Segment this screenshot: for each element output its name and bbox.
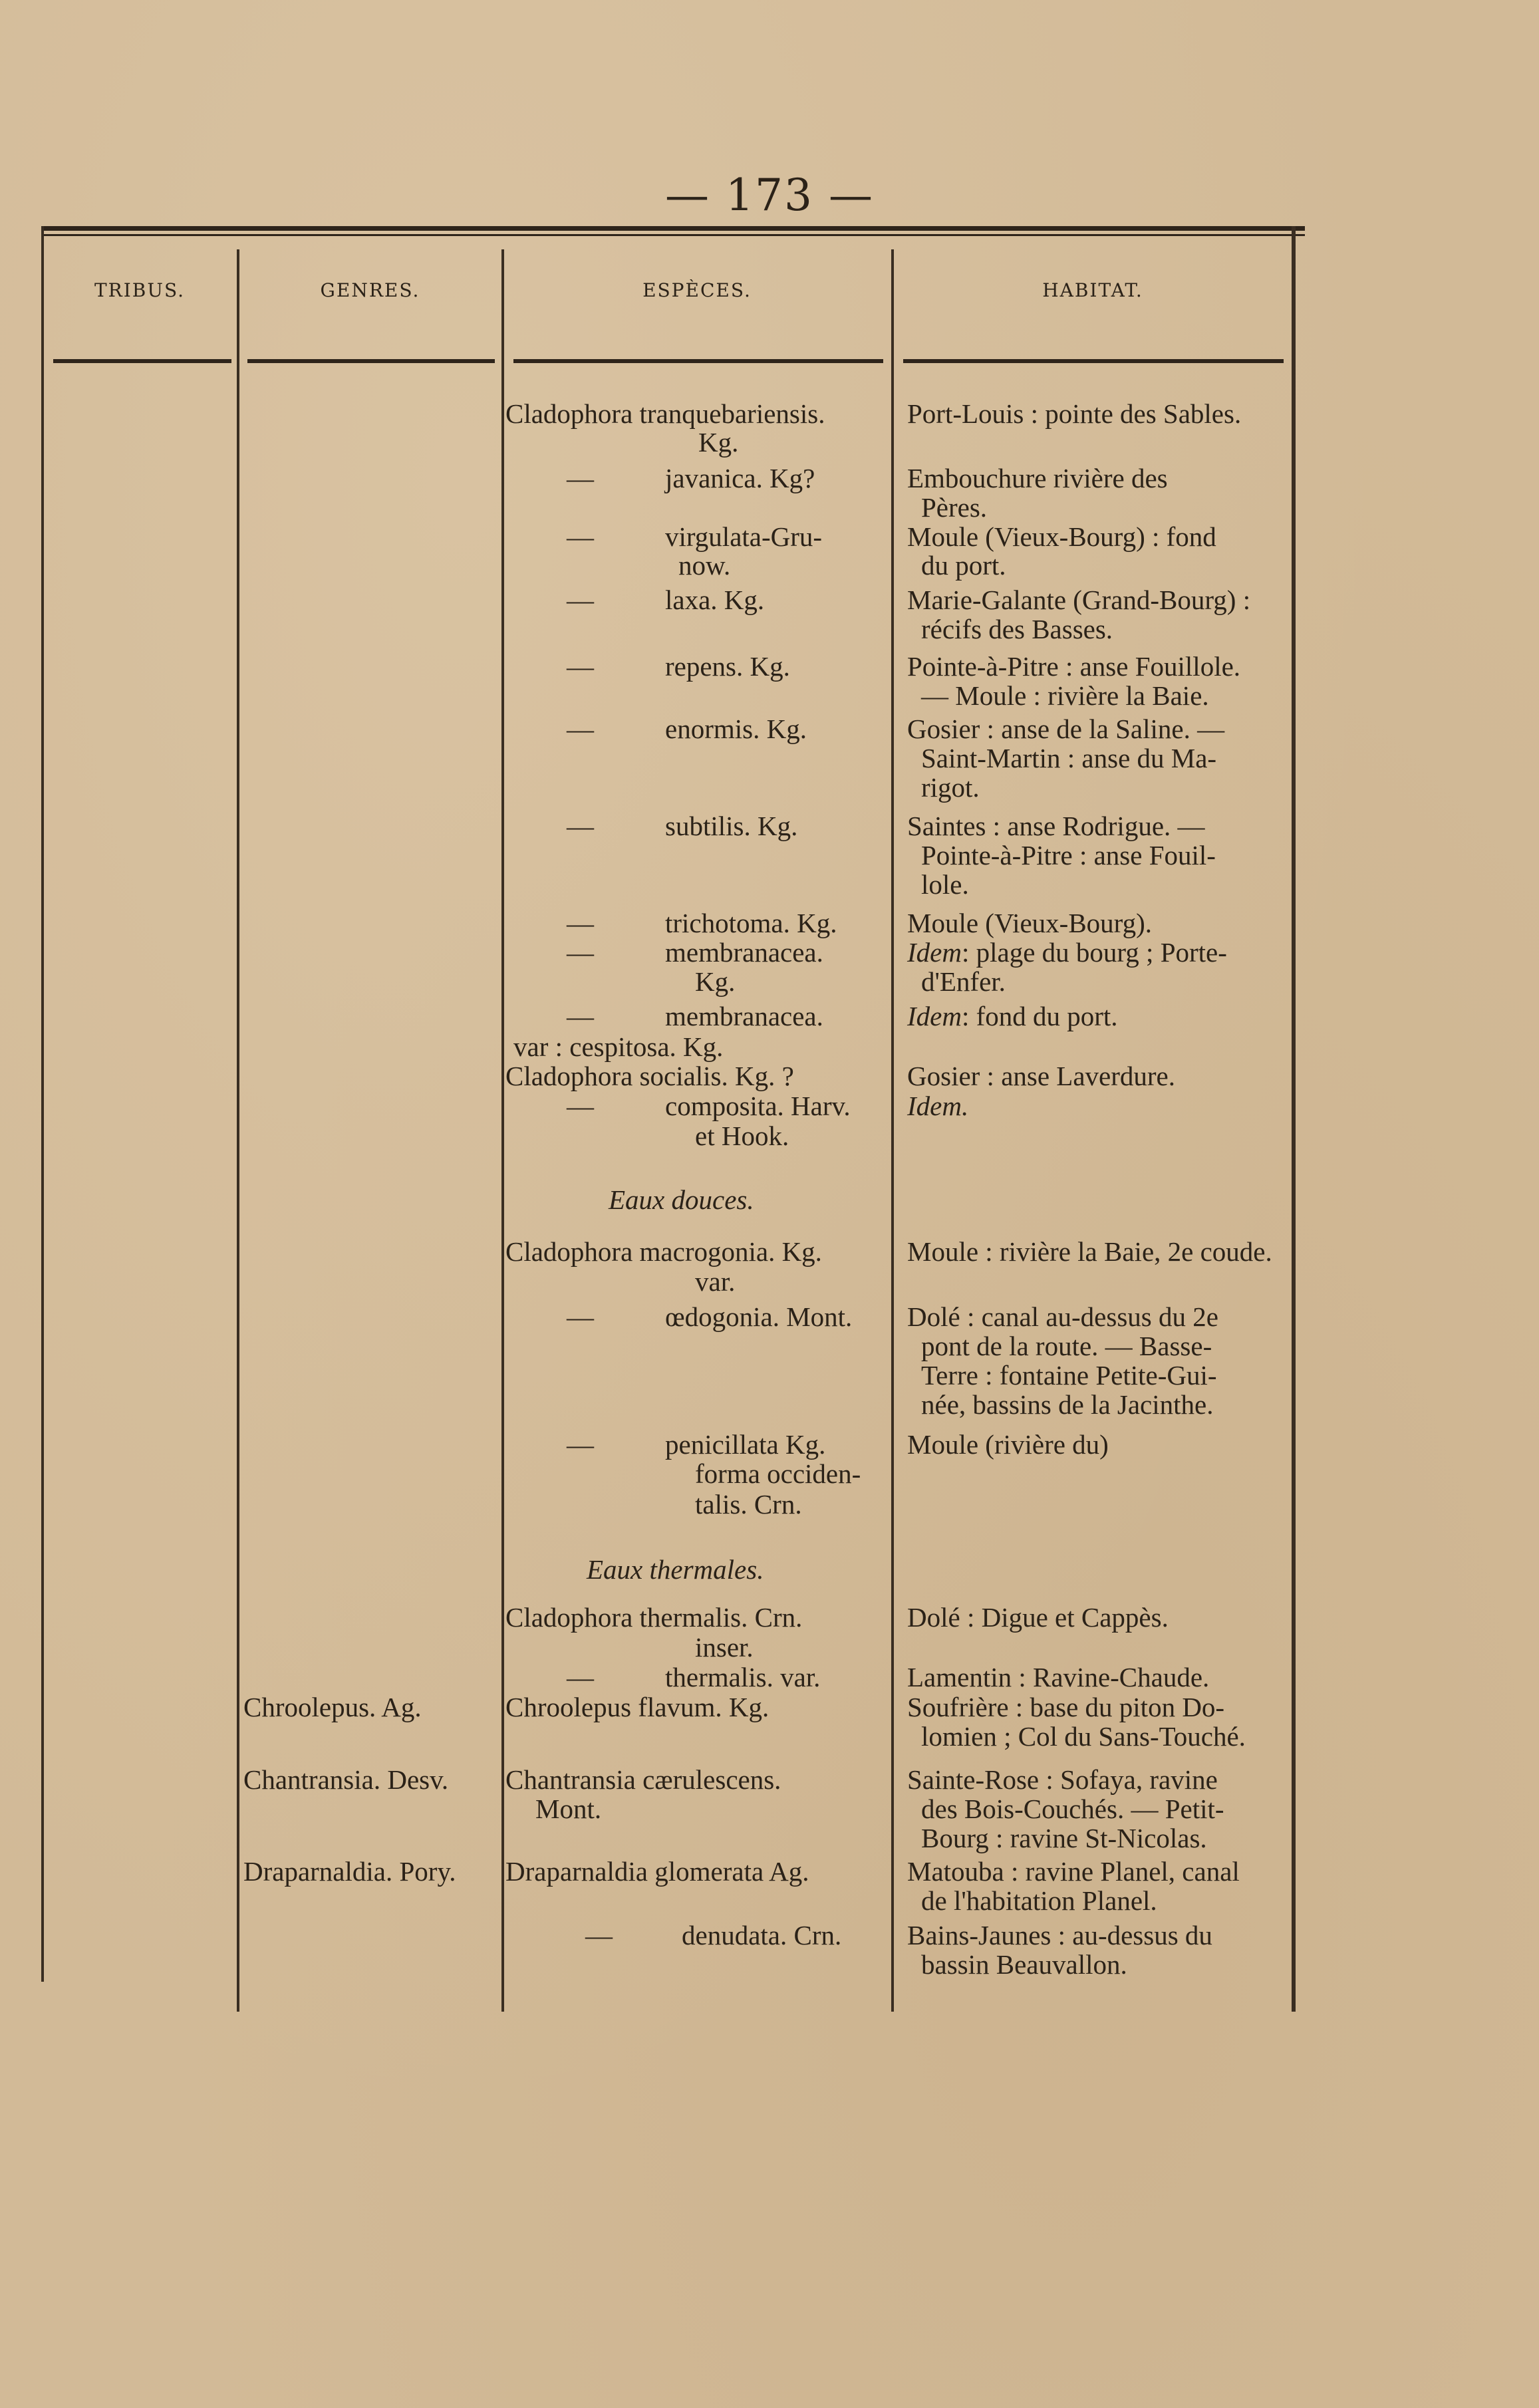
- espece-dash: —: [567, 908, 594, 938]
- espece-line: var.: [695, 1266, 736, 1297]
- habitat-line: Moule (Vieux-Bourg) : fond: [907, 521, 1216, 552]
- espece-line: denudata. Crn.: [682, 1920, 842, 1950]
- genre-chroolepus: Chroolepus. Ag.: [243, 1692, 422, 1722]
- espece-line: javanica. Kg?: [665, 463, 815, 493]
- espece-dash: —: [567, 1429, 594, 1460]
- genre-chantransia: Chantransia. Desv.: [243, 1764, 449, 1795]
- espece-line: now.: [678, 550, 731, 581]
- divider-especes-habitat: [891, 249, 894, 2012]
- genre-draparnaldia: Draparnaldia. Pory.: [243, 1856, 456, 1887]
- espece-line: penicillata Kg.: [665, 1429, 826, 1460]
- espece-line: Draparnaldia glomerata Ag.: [505, 1856, 809, 1887]
- habitat-line: du port.: [921, 550, 1006, 581]
- espece-line: Kg.: [698, 427, 739, 458]
- espece-dash: —: [567, 1001, 594, 1031]
- habitat-line: Soufrière : base du piton Do-: [907, 1692, 1225, 1722]
- habitat-line: Matouba : ravine Planel, canal: [907, 1856, 1240, 1887]
- habitat-line: Terre : fontaine Petite-Gui-: [921, 1360, 1217, 1391]
- header-tribus: TRIBUS.: [94, 279, 186, 301]
- espece-line: membranacea.: [665, 937, 823, 968]
- top-rule-thin: [41, 234, 1305, 236]
- espece-dash: —: [567, 585, 594, 615]
- habitat-line: Embouchure rivière des: [907, 463, 1168, 493]
- habitat-line: Bains-Jaunes : au-dessus du: [907, 1920, 1212, 1950]
- habitat-line: des Bois-Couchés. — Petit-: [921, 1794, 1224, 1824]
- espece-line: composita. Harv.: [665, 1091, 851, 1121]
- espece-line: Chroolepus flavum. Kg.: [505, 1692, 770, 1722]
- habitat-line: récifs des Basses.: [921, 614, 1113, 644]
- espece-dash: —: [567, 811, 594, 841]
- habitat-line: rigot.: [921, 772, 980, 803]
- divider-genres-especes: [501, 249, 504, 2012]
- habitat-line: Gosier : anse Laverdure.: [907, 1061, 1175, 1091]
- espece-line: Cladophora tranquebariensis.: [505, 398, 825, 429]
- habitat-line: Saintes : anse Rodrigue. —: [907, 811, 1205, 841]
- habitat-line: [907, 938, 1227, 967]
- espece-line: membranacea.: [665, 1001, 823, 1031]
- habitat-line: d'Enfer.: [921, 966, 1006, 997]
- espece-dash: —: [567, 714, 594, 744]
- espece-line: Cladophora macrogonia. Kg.: [505, 1236, 822, 1267]
- espece-line: enormis. Kg.: [665, 714, 807, 744]
- habitat-line: Dolé : Digue et Cappès.: [907, 1602, 1169, 1633]
- habitat-line: — Moule : rivière la Baie.: [921, 680, 1209, 711]
- section-eaux-douces: Eaux douces.: [609, 1184, 754, 1215]
- espece-dash: —: [567, 463, 594, 493]
- habitat-line: Dolé : canal au-dessus du 2e: [907, 1301, 1218, 1332]
- habitat-line: Lamentin : Ravine-Chaude.: [907, 1662, 1210, 1692]
- habitat-line: Moule : rivière la Baie, 2e coude.: [907, 1236, 1272, 1267]
- habitat-line: Pointe-à-Pitre : anse Fouillole.: [907, 651, 1241, 682]
- frame-right-line: [1292, 226, 1296, 2012]
- espece-line: repens. Kg.: [665, 651, 790, 682]
- header-bar-tribus: [53, 359, 231, 363]
- habitat-line: lole.: [921, 869, 969, 900]
- frame-left-line: [41, 226, 44, 1982]
- habitat-text: : fond du port.: [961, 1001, 1118, 1031]
- header-bar-habitat: [903, 359, 1284, 363]
- habitat-line: Saint-Martin : anse du Ma-: [921, 743, 1217, 773]
- habitat-line: de l'habitation Planel.: [921, 1885, 1157, 1916]
- espece-line: Cladophora socialis. Kg. ?: [505, 1061, 794, 1091]
- espece-line: Mont.: [535, 1794, 602, 1824]
- habitat-line: Gosier : anse de la Saline. —: [907, 714, 1225, 744]
- divider-tribus-genres: [237, 249, 239, 2012]
- page-number: — 173 —: [665, 170, 874, 221]
- habitat-line: Marie-Galante (Grand-Bourg) :: [907, 585, 1251, 615]
- espece-dash: —: [567, 1091, 594, 1121]
- habitat-line: Sainte-Rose : Sofaya, ravine: [907, 1764, 1218, 1795]
- header-habitat: HABITAT.: [1042, 279, 1143, 301]
- top-rule-thick: [41, 226, 1305, 231]
- espece-dash: —: [567, 937, 594, 968]
- espece-line: trichotoma. Kg.: [665, 908, 837, 938]
- habitat-idem: Idem: [907, 1001, 962, 1031]
- habitat-line: lomien ; Col du Sans-Touché.: [921, 1721, 1246, 1752]
- habitat-line: Idem.: [907, 1091, 969, 1121]
- espece-line: Cladophora thermalis. Crn.: [505, 1602, 803, 1633]
- habitat-line: Moule (Vieux-Bourg).: [907, 908, 1152, 938]
- habitat-idem: Idem: [907, 937, 962, 968]
- header-genres: GENRES.: [320, 279, 420, 301]
- habitat-line: Bourg : ravine St-Nicolas.: [921, 1823, 1207, 1853]
- habitat-line: Port-Louis : pointe des Sables.: [907, 398, 1242, 429]
- espece-line: Chantransia cærulescens.: [505, 1764, 781, 1795]
- espece-line: forma occiden-: [695, 1458, 861, 1489]
- habitat-line: [907, 1002, 1118, 1031]
- habitat-line: Pointe-à-Pitre : anse Fouil-: [921, 840, 1216, 870]
- espece-line: Kg.: [695, 966, 736, 997]
- espece-line: laxa. Kg.: [665, 585, 765, 615]
- habitat-line: née, bassins de la Jacinthe.: [921, 1389, 1214, 1420]
- habitat-line: Pères.: [921, 492, 988, 523]
- espece-line: var : cespitosa. Kg.: [513, 1031, 724, 1062]
- espece-line: inser.: [695, 1632, 754, 1663]
- espece-dash: —: [567, 651, 594, 682]
- habitat-line: bassin Beauvallon.: [921, 1949, 1127, 1980]
- header-bar-especes: [513, 359, 883, 363]
- espece-line: talis. Crn.: [695, 1489, 802, 1520]
- espece-line: et Hook.: [695, 1121, 789, 1151]
- espece-line: œdogonia. Mont.: [665, 1301, 853, 1332]
- espece-dash: —: [585, 1920, 613, 1950]
- section-eaux-thermales: Eaux thermales.: [587, 1554, 764, 1585]
- espece-line: subtilis. Kg.: [665, 811, 798, 841]
- habitat-line: pont de la route. — Basse-: [921, 1331, 1212, 1361]
- header-especes: ESPÈCES.: [642, 279, 752, 301]
- espece-dash: —: [567, 1301, 594, 1332]
- header-bar-genres: [247, 359, 495, 363]
- habitat-text: : plage du bourg ; Porte-: [961, 937, 1227, 968]
- espece-dash: —: [567, 1662, 594, 1692]
- espece-line: virgulata-Gru-: [665, 521, 823, 552]
- espece-dash: —: [567, 521, 594, 552]
- espece-line: thermalis. var.: [665, 1662, 821, 1692]
- habitat-line: Moule (rivière du): [907, 1429, 1109, 1460]
